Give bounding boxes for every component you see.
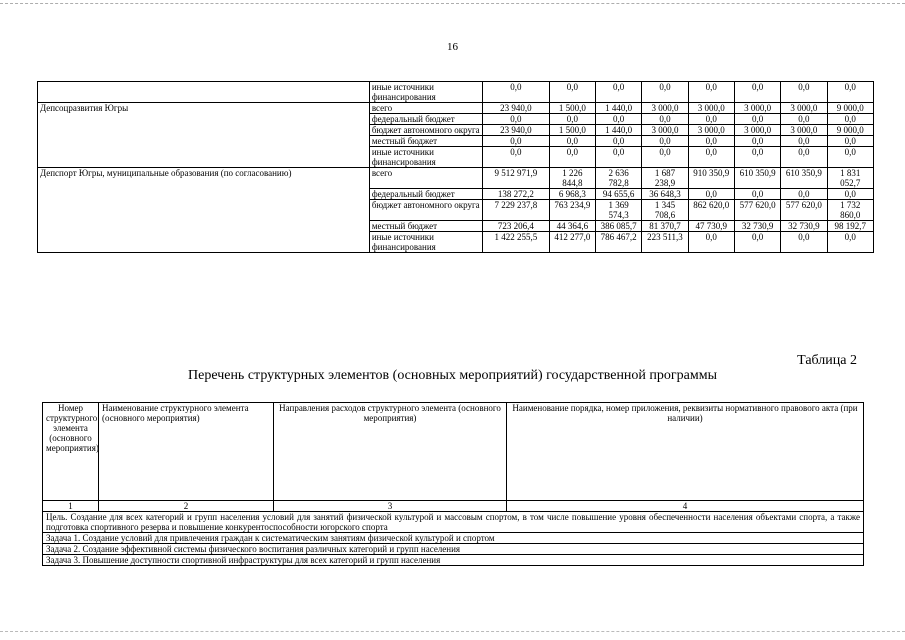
- funding-source-cell: иные источники финансирования: [369, 82, 482, 103]
- amount-cell: 23 940,0: [482, 103, 549, 114]
- amount-cell: 3 000,0: [781, 125, 827, 136]
- amount-cell: 0,0: [596, 114, 642, 125]
- column-index-row: [43, 501, 864, 512]
- amount-cell: 0,0: [734, 82, 780, 103]
- amount-cell: 0,0: [827, 82, 873, 103]
- amount-cell: 0,0: [482, 82, 549, 103]
- task-row: [43, 555, 864, 566]
- header-cell: Наименование структурного элемента (основного мероприятия): [99, 403, 274, 501]
- amount-cell: 0,0: [642, 136, 688, 147]
- funding-source-cell: местный бюджет: [369, 221, 482, 232]
- task-text: Задача 2. Создание эффективной системы физического воспитания различных категорий и групп населения: [43, 544, 864, 555]
- table-row: [38, 168, 874, 189]
- amount-cell: 3 000,0: [642, 125, 688, 136]
- amount-cell: 23 940,0: [482, 125, 549, 136]
- index-cell: 3: [274, 501, 507, 512]
- amount-cell: 577 620,0: [781, 200, 827, 221]
- amount-cell: 1 500,0: [549, 103, 595, 114]
- amount-cell: 0,0: [482, 136, 549, 147]
- amount-cell: 0,0: [827, 189, 873, 200]
- amount-cell: 3 000,0: [781, 103, 827, 114]
- executor-cell: [38, 82, 370, 103]
- amount-cell: 0,0: [781, 114, 827, 125]
- amount-cell: 32 730,9: [781, 221, 827, 232]
- amount-cell: 1 831 052,7: [827, 168, 873, 189]
- amount-cell: 0,0: [734, 189, 780, 200]
- amount-cell: 0,0: [549, 82, 595, 103]
- amount-cell: 763 234,9: [549, 200, 595, 221]
- funding-source-cell: бюджет автономного округа: [369, 125, 482, 136]
- amount-cell: 910 350,9: [688, 168, 734, 189]
- amount-cell: 0,0: [781, 232, 827, 253]
- amount-cell: 1 422 255,5: [482, 232, 549, 253]
- amount-cell: 610 350,9: [781, 168, 827, 189]
- amount-cell: 6 968,3: [549, 189, 595, 200]
- amount-cell: 3 000,0: [734, 125, 780, 136]
- amount-cell: 47 730,9: [688, 221, 734, 232]
- amount-cell: 1 440,0: [596, 125, 642, 136]
- amount-cell: 32 730,9: [734, 221, 780, 232]
- amount-cell: 0,0: [688, 147, 734, 168]
- amount-cell: 3 000,0: [642, 103, 688, 114]
- amount-cell: 1 369 574,3: [596, 200, 642, 221]
- amount-cell: 0,0: [482, 114, 549, 125]
- amount-cell: 0,0: [734, 114, 780, 125]
- amount-cell: 0,0: [549, 114, 595, 125]
- amount-cell: 0,0: [482, 147, 549, 168]
- amount-cell: 0,0: [642, 82, 688, 103]
- amount-cell: 723 206,4: [482, 221, 549, 232]
- amount-cell: 3 000,0: [734, 103, 780, 114]
- amount-cell: 0,0: [734, 136, 780, 147]
- funding-source-cell: бюджет автономного округа: [369, 200, 482, 221]
- task-row: [43, 544, 864, 555]
- amount-cell: 1 732 860,0: [827, 200, 873, 221]
- amount-cell: 0,0: [781, 82, 827, 103]
- amount-cell: 0,0: [688, 82, 734, 103]
- table-title: Перечень структурных элементов (основных мероприятий) государственной программы: [188, 368, 717, 383]
- amount-cell: 412 277,0: [549, 232, 595, 253]
- funding-source-cell: иные источники финансирования: [369, 232, 482, 253]
- amount-cell: 0,0: [688, 136, 734, 147]
- amount-cell: 0,0: [596, 136, 642, 147]
- goal-row: [43, 512, 864, 533]
- amount-cell: 610 350,9: [734, 168, 780, 189]
- funding-source-cell: всего: [369, 103, 482, 114]
- amount-cell: 1 440,0: [596, 103, 642, 114]
- amount-cell: 223 511,3: [642, 232, 688, 253]
- scan-edge-top: [0, 3, 905, 4]
- amount-cell: 0,0: [781, 136, 827, 147]
- amount-cell: 0,0: [688, 114, 734, 125]
- amount-cell: 36 648,3: [642, 189, 688, 200]
- header-cell: Номер структурного элемента (основного мероприятия): [43, 403, 99, 501]
- header-cell: Направления расходов структурного элемента (основного мероприятия): [274, 403, 507, 501]
- amount-cell: 0,0: [827, 114, 873, 125]
- amount-cell: 1 226 844,8: [549, 168, 595, 189]
- index-cell: 2: [99, 501, 274, 512]
- amount-cell: 9 000,0: [827, 103, 873, 114]
- amount-cell: 0,0: [734, 232, 780, 253]
- amount-cell: 0,0: [596, 82, 642, 103]
- amount-cell: 0,0: [781, 189, 827, 200]
- amount-cell: 94 655,6: [596, 189, 642, 200]
- amount-cell: 3 000,0: [688, 103, 734, 114]
- amount-cell: 0,0: [596, 147, 642, 168]
- amount-cell: 9 000,0: [827, 125, 873, 136]
- table-row: [38, 82, 874, 103]
- amount-cell: 0,0: [688, 189, 734, 200]
- index-cell: 4: [507, 501, 864, 512]
- goal-text: Цель. Создание для всех категорий и групп населения условий для занятий физической культурой и массовым спортом, в том числе повышение уровня обеспеченности населения объектами спорта, а также подготовка спортивного резерва и повышение конкурентоспособности югорского спорта: [43, 512, 864, 533]
- amount-cell: 0,0: [688, 232, 734, 253]
- amount-cell: 9 512 971,9: [482, 168, 549, 189]
- amount-cell: 0,0: [781, 147, 827, 168]
- task-text: Задача 1. Создание условий для привлечения граждан к систематическим занятиям физической культурой и спортом: [43, 533, 864, 544]
- amount-cell: 3 000,0: [688, 125, 734, 136]
- table-label: Таблица 2: [797, 353, 857, 368]
- amount-cell: 0,0: [642, 147, 688, 168]
- amount-cell: 0,0: [549, 147, 595, 168]
- scan-edge-bottom: [0, 631, 905, 632]
- amount-cell: 0,0: [827, 136, 873, 147]
- table-row: [38, 103, 874, 114]
- amount-cell: 386 085,7: [596, 221, 642, 232]
- amount-cell: 0,0: [734, 147, 780, 168]
- amount-cell: 1 687 238,9: [642, 168, 688, 189]
- amount-cell: 7 229 237,8: [482, 200, 549, 221]
- task-text: Задача 3. Повышение доступности спортивной инфраструктуры для всех категорий и групп населения: [43, 555, 864, 566]
- funding-table: [37, 81, 874, 253]
- amount-cell: 44 364,6: [549, 221, 595, 232]
- funding-source-cell: федеральный бюджет: [369, 189, 482, 200]
- executor-cell: Депсоцразвития Югры: [38, 103, 370, 168]
- amount-cell: 1 345 708,6: [642, 200, 688, 221]
- amount-cell: 786 467,2: [596, 232, 642, 253]
- amount-cell: 1 500,0: [549, 125, 595, 136]
- amount-cell: 0,0: [827, 147, 873, 168]
- amount-cell: 138 272,2: [482, 189, 549, 200]
- funding-source-cell: местный бюджет: [369, 136, 482, 147]
- structural-elements-table: [42, 402, 864, 566]
- amount-cell: 98 192,7: [827, 221, 873, 232]
- amount-cell: 577 620,0: [734, 200, 780, 221]
- amount-cell: 0,0: [642, 114, 688, 125]
- task-row: [43, 533, 864, 544]
- amount-cell: 2 636 782,8: [596, 168, 642, 189]
- table-header-row: [43, 403, 864, 501]
- funding-source-cell: всего: [369, 168, 482, 189]
- amount-cell: 0,0: [549, 136, 595, 147]
- index-cell: 1: [43, 501, 99, 512]
- amount-cell: 862 620,0: [688, 200, 734, 221]
- funding-source-cell: иные источники финансирования: [369, 147, 482, 168]
- page-number: 16: [447, 41, 458, 53]
- executor-cell: Депспорт Югры, муниципальные образования (по согласованию): [38, 168, 370, 253]
- funding-source-cell: федеральный бюджет: [369, 114, 482, 125]
- header-cell: Наименование порядка, номер приложения, реквизиты нормативного правового акта (при наличии): [507, 403, 864, 501]
- amount-cell: 0,0: [827, 232, 873, 253]
- amount-cell: 81 370,7: [642, 221, 688, 232]
